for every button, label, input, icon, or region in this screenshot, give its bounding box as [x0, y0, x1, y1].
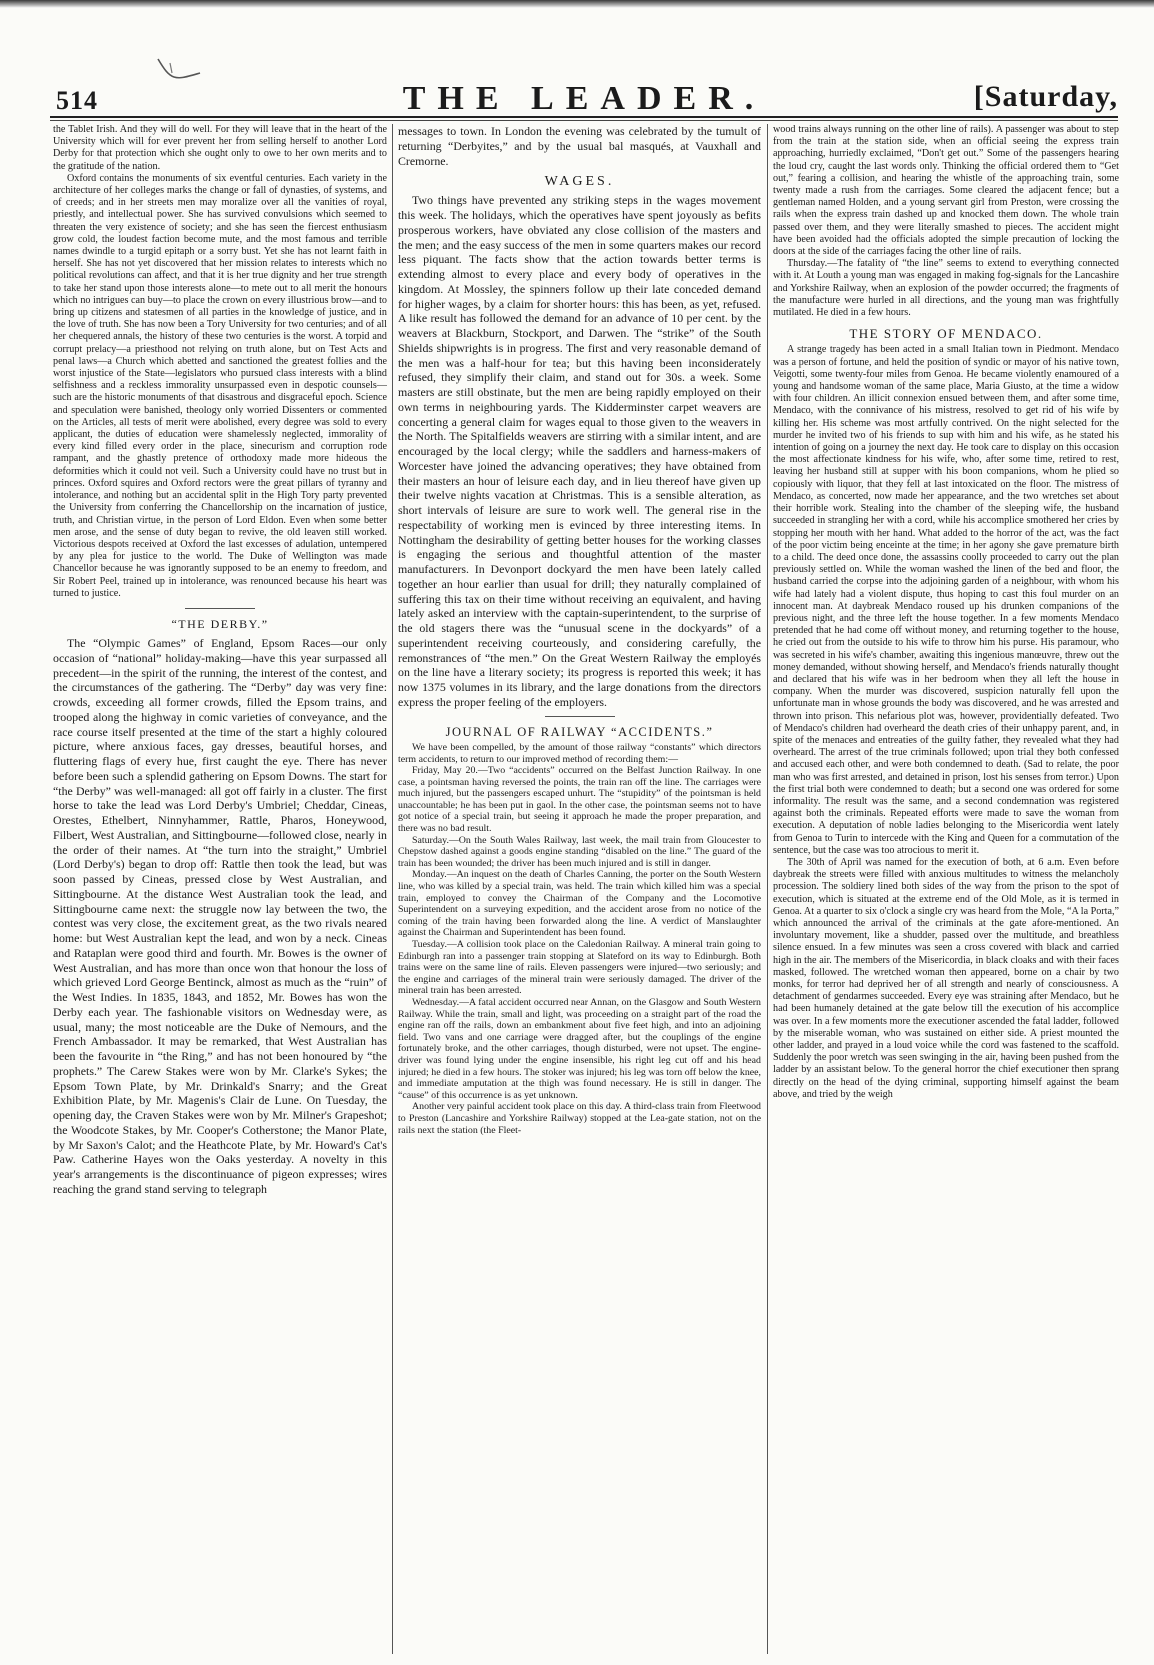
mendaco-paragraph-2: The 30th of April was named for the execution of both, at 6 a.m. Even before daybreak the streets were filled with anxious multitudes to witness the melancholy procession. The soldiery lined both sides of the way from the prison to the spot of execution, which is situated at the extreme end of the Old Mole, as it is termed in Genoa. At a quarter to six o'clock a single cry was heard from the Mole, “A la Porta,” which announced the arrival of the criminals at the gate afore-mentioned. An involuntary movement, like a shudder, passed over the multitude, and breathless silence ensued. In a few minutes was seen a cross covered with black and carried high in the air. The members of the Misericordia, in black cloaks and with their faces masked, followed. The wretched woman then appeared, borne on a chair by two monks, for terror had deprived her of all strength and nearly of consciousness. A detachment of gendarmes succeeded. Every eye was straining after Mendaco, but he had been humanely detained at the gate below till the execution of his accomplice was over. In a few moments more the executioner ascended the fatal ladder, followed by the miserable woman, who was sustained on either side. A priest mounted the other ladder, and prayed in a loud voice while the cord was fastened to the scaffold. Suddenly the poor wretch was seen swinging in the air, having been pushed from the ladder by an assistant below. To the general horror the chief executioner then sprang directly on the head of the dying criminal, supporting himself against the beam above, and tried by the weigh — [773, 856, 1119, 1100]
column-divider-1 — [392, 124, 393, 1654]
section-separator — [545, 716, 615, 717]
section-separator — [185, 608, 255, 609]
railway-saturday: Saturday.—On the South Wales Railway, last week, the mail train from Gloucester to Chepstow dashed against a goods engine standing “disabled on the line.” The guard of the train has been wounded; the driver has been much injured and is still in danger. — [398, 834, 761, 869]
column-3 — [773, 124, 1119, 1656]
railway-another: Another very painful accident took place on this day. A third-class train from Fleetwood to Preston (Lancashire and Yorkshire Railway) stopped at the Lea-gate station, not on the rails next the station (the Fleet- — [398, 1101, 761, 1136]
mendaco-paragraph-1: A strange tragedy has been acted in a small Italian town in Piedmont. Mendaco was a person of fortune, and held the position of syndic or mayor of his native town, Veigotti, some twenty-four miles from Genoa. He became violently enamoured of a young and handsome woman of the same place, Maria Giusto, at the time a widow with four children. An illicit connexion ensued between them, and after some time, Mendaco, with the connivance of his mistress, resolved to get rid of his wife by killing her. His scheme was most artfully contrived. On the night selected for the murder he invited two of his friends to sup with him and his wife, as he stated his intention of going on a journey the next day. He took care to display on this occasion the most affectionate kindness for his wife, who, after some time, retired to rest, leaving her husband still at supper with his boon companions, whom he plied so copiously with liquor, that they fell at last intoxicated on the floor. The mistress of Mendaco, as concerted, now made her appearance, and the two wretches set about their horrible work. Stealing into the chamber of the sleeping wife, the husband succeeded in strangling her with a cord, while his accomplice smothered her cries by stopping her mouth with her hand. What added to the horror of the act, was the fact of the poor victim being enceinte at the time; in her agony she gave premature birth to a child. The deed once done, the assassins coolly proceeded to carry out the plan previously settled on. While the woman washed the linen of the bed and floor, the husband carried the corpse into the adjoining garden of a neighbour, with whom his wife had lately had a violent dispute, thus hoping to cast this foul murder on an innocent man. At daybreak Mendaco roused up his drunken companions of the previous night, and the three left the house together. In a few moments Mendaco pretended that he had come off without money, and returning together to the house, he cried out from the outside to his wife to throw him his purse. His paramour, who was secreted in his wife's chamber, awaiting this ingenious manœuvre, threw out the money demanded, without showing herself, and Mendaco's friends naturally thought and declared that his wife was in her bedroom when they all left the house in company. When the murder was discovered, suspicion naturally fell upon the unfortunate man in whose grounds the body was discovered, and he was arrested and thrown into prison. This nefarious plot was, however, providentially defeated. Two of Mendaco's children had overheard the death cries of their unhappy parent, and, in spite of the menaces and entreaties of the guilty father, they revealed what they had overheard. The arrest of the true criminals followed; upon trial they both confessed and accused each other, and were both condemned to death. (Sad to relate, the poor man who was first arrested, and detained in prison, lost his senses from terror.) Upon the first trial both were condemned to death; but a second one was ordered for some informality. The result was the same, and a second condemnation was registered against both the criminals. Repeated efforts were made to save the woman from execution. A deputation of noble ladies belonging to the Misericordia went lately from Genoa to Turin to intercede with the King and Queen for a commutation of the sentence, but the case was too atrocious to merit it. — [773, 344, 1119, 856]
wages-article: Two things have prevented any striking steps in the wages movement this week. The holidays, which the operatives have spent joyously as befits prosperous workers, have obviated any close collision of the masters and the men; and the easy success of the men in some quarters makes our record less piquant. The facts show that the action towards better terms is extending almost to every place and every body of operatives in the kingdom. At Mossley, the spinners follow up their late conceded demand for higher wages, by a claim for shorter hours: this has been, as yet, refused. A like result has followed the demand for an advance of 10 per cent. by the weavers at Blackburn, Stockport, and Darwen. The “strike” of the South Shields shipwrights is in progress. The first and very reasonable demand of the men was a half-hour for tea; but this having been inconsiderately refused, they simplify their claim, and stand out for 30s. a week. Some masters are still obstinate, but the men are being rapidly employed on their own terms in neighbouring yards. The Kidderminster carpet weavers are concerting a general claim for wages equal to those given to the weavers in the North. The Spitalfields weavers are stirring with a similar intent, and are encouraged by the local clergy; while the saddlers and harness-makers of Worcester have joined the advancing operatives; they have obtained from their masters an hour of leisure each day, and in lieu thereof have given up their twelve nights vacation at Christmas. This is a sensible alteration, as short intervals of leisure are sure to work well. The general rise in the respectability of working men is evinced by three interesting items. In Nottingham the desirability of getting better houses for the working classes is engaging the serious and thoughtful attention of the master manufacturers. In Devonport dockyard the men have been lately called together an hour earlier than usual for drill; they naturally complained of suffering this tax on their time without receiving an equivalent, and having lately asked an interview with the captain-superintendent, to the surprise of the old stagers there was the “unusual scene in the dockyards” of a superintendent receiving courteously, and considering carefully, the remonstrances of “the men.” On the Great Western Railway the employés on the line have a literary society; its progress is reported this week; it has now 1375 volumes in its library, and the large donations from the directors express the proper feeling of the employers. — [398, 193, 761, 709]
page-number: 514 — [56, 86, 98, 115]
railway-thursday: Thursday.—The fatality of “the line” seems to extend to everything connected with it. At Louth a young man was engaged in making fog-signals for the Lancashire and Yorkshire Railway, when an explosion of the powder occurred; the fragments of the manufacture were hurled in all directions, and the young man was frightfully mutilated. He died in a few hours. — [773, 258, 1119, 319]
header-rule — [50, 116, 1118, 118]
derby-heading: “THE DERBY.” — [171, 616, 269, 631]
railway-monday: Monday.—An inquest on the death of Charles Canning, the porter on the South Western line, who was killed by a special train, was held. The train which killed him was a special train, employed to convey the Chairman of the Company and the Locomotive Superintendent on a surveying expedition, and the accident arose from no notice of the coming of the train having been forwarded along the line. A verdict of Manslaughter against the Chairman and Superintendent has been found. — [398, 869, 761, 939]
masthead-title: THE LEADER. — [402, 80, 766, 117]
oxford-paragraph-2: Oxford contains the monuments of six eventful centuries. Each variety in the architecture of her colleges marks the change or fall of dynasties, of systems, and of creeds; and in her streets men may moralize over all the vanities of royal, priestly, and intellectual power. She has survived convulsions which seemed to threaten the very existence of society; and she has seen the fiercest enthusiasm grow cold, the loudest faction become mute, and the most famous and terrible names dwindle to a turgid epitaph or a sorry bust. Yet she has not learnt faith in herself. She has not yet discovered that her mission relates to interests which no political revolutions can affect, and that it is her true dignity and her true strength to take her stand upon those interests alone—to mete out to all merit the honours which no intrigues can buy—to place the crown on every illustrious brow—and to bring up citizens and statesmen of all parties in the knowledge of justice, and in the love of truth. She has now been a Tory University for two centuries; and of all her chequered annals, the history of these two centuries is the worst. A torpid and corrupt prelacy—a priesthood not relying on truth alone, but on Test Acts and penal laws—a Church which abetted and sanctioned the greatest follies and the worst injustice of the State—legislators who pursued class interests with a blind selfishness and a reckless immorality unsurpassed even in despotic counsels—such are the historic monuments of that disastrous and disgraceful epoch. Science and speculation were banished, theology only worried Dissenters or commented on the Articles, all tests of merit were abolished, every degree was sold to every applicant, the duties of education were shamelessly neglected, immorality of every kind filled every order in the place, sinecurism and corruption rode rampant, and the ghastly pretence of orthodoxy made more hideous the deformities which it could not veil. Such a University could have no trust but in princes. Oxford squires and Oxford rectors were the great pillars of tyranny and intolerance, and nothing but an accidental split in the High Tory party prevented the University from conferring the Chancellorship on the incarnation of justice, truth, and Christian virtue, in the person of Lord Eldon. Even when some better men arose, and the sense of duty began to revive, the old leaven still worked. Victorious despots received at Oxford the last excesses of adulation, untempered by any plea for justice to the world. The Duke of Wellington was made Chancellor because he was ignorantly supposed to be an enemy to freedom, and Sir Robert Peel, trained up in intolerance, was renounced because his heart was turned to justice. — [53, 172, 387, 599]
header-rule-thin — [50, 120, 1118, 121]
derby-continuation: messages to town. In London the evening was celebrated by the tumult of returning “Derbyites,” and by the usual bal masqués, at Vauxhall and Cremorne. — [398, 124, 761, 168]
railway-friday: Friday, May 20.—Two “accidents” occurred on the Belfast Junction Railway. In one case, a pointsman having reversed the points, the train ran off the line. The carriages were much injured, but the passengers escaped unhurt. The “stupidity” of the pointsman is held unaccountable; he has been put in gaol. In the other case, the pointsman seems not to have got notice of a special train, but seeing it approach he made the proper preparation, and there was no bad result. — [398, 765, 761, 835]
railway-continuation: wood trains always running on the other line of rails). A passenger was about to step from the train at the station side, when an official seeing the express train approaching, hurriedly exclaimed, “Don't get out.” Some of the passengers hearing the loud cry, caught the last words only. Thinking the official ordered them to “Get out,” fearing a collision, and hearing the whistle of the approaching train, some twenty made a rush from the carriages. Some cleared the adjacent fence; but a gentleman named Holden, and a young servant girl from Preston, were crossing the rails when the express train dashed up and knocked them down. The whole train passed over them, and they were literally smashed to pieces. The accident might have been avoided had the officials adopted the simple precaution of locking the doors at the side of the carriages facing the other line of rails. — [773, 124, 1119, 258]
column-divider-2 — [767, 124, 768, 1654]
wages-heading: WAGES. — [544, 174, 615, 190]
scan-edge-mark — [0, 0, 1154, 8]
railway-intro: We have been compelled, by the amount of those railway “constants” which directors term accidents, to return to our improved method of recording them:— — [398, 741, 761, 765]
mendaco-heading: THE STORY OF MENDACO. — [849, 326, 1043, 342]
railway-tuesday: Tuesday.—A collision took place on the Caledonian Railway. A mineral train going to Edinburgh ran into a passenger train stopping at Slateford on its way to Edinburgh. Both trains were on the same line of rails. Eleven passengers were injured—two seriously; and the engine and carriages of the mineral train were seriously damaged. The driver of the mineral train has been arrested. — [398, 939, 761, 997]
issue-day: [Saturday, — [973, 80, 1118, 113]
column-2 — [398, 124, 761, 1656]
railway-journal-heading: JOURNAL OF RAILWAY “ACCIDENTS.” — [445, 724, 714, 739]
column-1 — [53, 124, 387, 1656]
oxford-paragraph-1: the Tablet Irish. And they will do well. For they will leave that in the heart of the University which will for ever prevent her from selling herself to another Lord Derby for that protection which she ought only to owe to her own merits and to the gratitude of the nation. — [53, 124, 387, 172]
derby-article: The “Olympic Games” of England, Epsom Races—our only occasion of “national” holiday-making—have this year surpassed all precedent—in the spirit of the running, the interest of the contest, and the circumstances of the gathering. The “Derby” day was very fine: crowds, exceeding all former crowds, filled the Epsom trains, and trooped along the highway in comic varieties of conveyance, and the race course itself presented at the time of the start a highly coloured picture, where anxious faces, gay dresses, beautiful horses, and fluttering flags of every hue, first caught the eye. There has never before been such a splendid gathering on Epsom Downs. The start for “the Derby” was well-managed: all got off fairly in a cluster. The first horse to take the lead was Lord Derby's Umbriel; Cheddar, Cineas, Orestes, Ethelbert, Ninnyhammer, Rattle, Pharos, Honeywood, Filbert, West Australian, and Sittingbourne—followed close, nearly in the order of their names. At “the turn into the straight,” Umbriel (Lord Derby's) began to drop off: Rattle then took the lead, but was soon passed by Cineas, pressed close by West Australian, and Sittingbourne. At the distance West Australian took the lead, and Sittingbourne came next: the struggle now lay between the two, the contest was very close, the excitement great, as the two rivals neared home: but West Australian kept the lead, and won by a neck. Cineas and Rataplan were good third and fourth. Mr. Bowes is the owner of West Australian, and has more than once won that honour the loss of which grieved Lord George Bentinck, almost as much as the “ruin” of the West Indies. In 1835, 1843, and 1852, Mr. Bowes has won the Derby each year. The fashionable visitors on Wednesday were, as usual, many; the most noticeable are the Duke of Nemours, and the French Ambassador. It may be remarked, that West Australian has been the favourite in “the Ring,” and has not been honoured by “the prophets.” The Carew Stakes were won by Mr. Clarke's Sykes; the Epsom Town Plate, by Mr. Drinkald's Snarry; and the Great Exhibition Plate, by Mr. Magenis's Clair de Lune. On Tuesday, the opening day, the Craven Stakes were won by Mr. Milner's Grapeshot; the Woodcote Stakes, by Mr. Cooper's Cotherstone; the Manor Plate, by Mr Saxon's Calot; and the Heathcote Plate, by Mr. Howard's Cat's Paw. Catherine Hayes won the Oaks yesterday. A novelty in this year's arrangements is the discontinuance of pigeon expresses; wires reaching the grand stand serving to telegraph — [53, 636, 387, 1196]
page-header — [50, 76, 1118, 116]
railway-wednesday: Wednesday.—A fatal accident occurred near Annan, on the Glasgow and South Western Railway. While the train, small and light, was proceeding on a straight part of the road the engine ran off the rails, down an embankment about five feet high, and into an adjoining field. Two vans and one carriage were dragged after, but the couplings of the engine fortunately broke, and the other carriages, though disturbed, were not upset. The engine-driver was found lying under the engine insensible, his right leg cut off and his head injured; he died in a few hours. The stoker was injured; his leg was torn off below the knee, and immediate amputation at the thigh was found necessary. He is still in danger. The “cause” of this occurrence is as yet unknown. — [398, 996, 761, 1101]
